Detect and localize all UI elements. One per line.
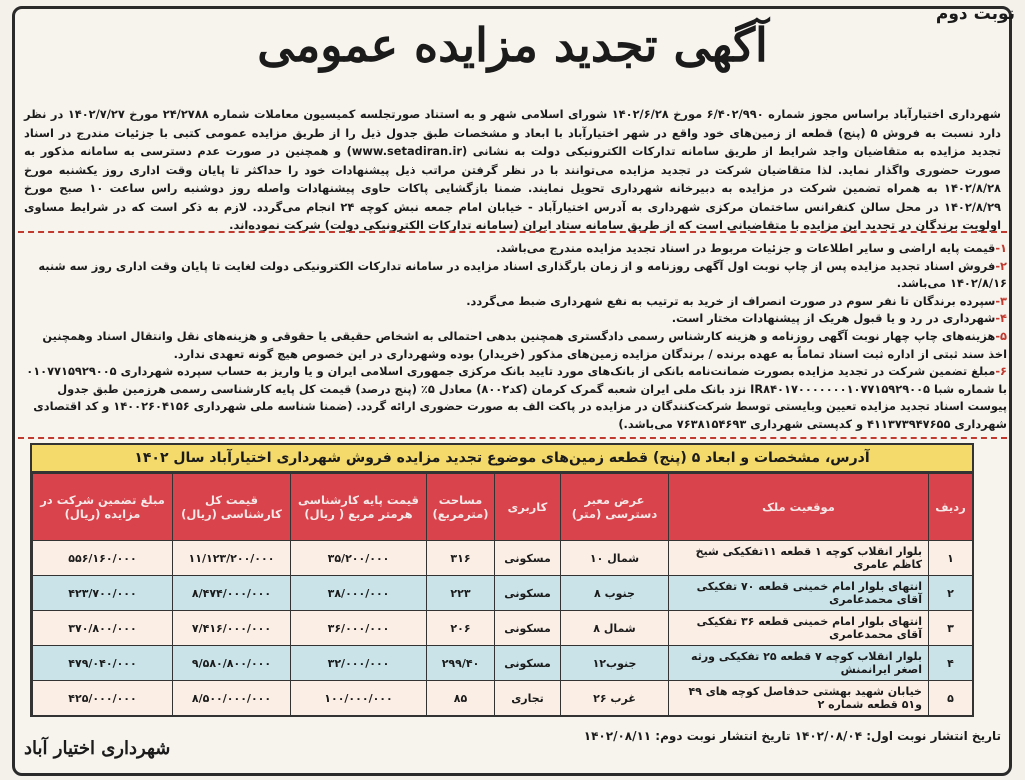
- term-item: [24, 310, 1007, 328]
- column-header: قیمت پایه کارشناسی هرمتر مربع ( ریال): [291, 474, 427, 541]
- term-text: هزینه‌های چاپ چهار نوبت آگهی روزنامه و هزینه کارشناس رسمی دادگستری همچنین بدهی احتمالی به اشخاص حقیقی یا حقوقی و هزینه‌های نقل وانتقال اسناد وهمچنین اخذ سند ثبتی از اداره ثبت اسناد تماماً به عهده برنده / برندگان مزایده زمین‌های مذکور (خریدار) بوده وشهرداری در این خصوص هیچ گونه تعهدی ندارد.: [42, 328, 1007, 361]
- column-header: ردیف: [929, 474, 973, 541]
- access-width: غرب ۲۶: [561, 681, 669, 716]
- term-text: قیمت پایه اراضی و سایر اطلاعات و جزئیات مربوط در اسناد تجدید مزایده مندرج می‌باشد.: [496, 241, 996, 255]
- column-header: کاربری: [495, 474, 561, 541]
- property-location: بلوار انقلاب کوچه ۱ قطعه ۱۱تفکیکی شیخ کاظم عامری: [669, 541, 929, 576]
- column-header: عرض معبر دسترسی (متر): [561, 474, 669, 541]
- term-text: مبلغ تضمین شرکت در تجدید مزایده بصورت ضمانت‌نامه بانکی از بانک‌های مورد تایید بانک مرکزی جمهوری اسلامی ایران و یا واریز به حساب سپرده شهرداری ۰۱۰۷۷۱۵۹۲۹۰۰۵ با شماره شبا IR۸۴۰۱۷۰۰۰۰۰۰۰۱۰۷۷۱۵۹۲۹۰۰۵ نزد بانک ملی ایران شعبه گمرک کرمان (کد۸۰۰۲) معادل ۵٪ (پنج درصد) قیمت کل پایه کارشناسی رسمی هرزمین طبق جدول پیوست اسناد تجدید مزایده تعیین وبایستی توسط شرکت‌کنندگان در مزایده در پاکت الف به صورت حضوری ارائه گردد. (ضمنا شناسه ملی شهرداری ۱۴۰۰۲۶۰۴۱۵۶ و کد اقتصادی شهرداری ۴۱۱۳۷۳۹۴۷۶۵۵ و کدپستی شهرداری ۷۶۳۸۱۵۴۶۹۳ می‌باشد.): [26, 364, 1007, 431]
- property-location: انتهای بلوار امام خمینی قطعه ۷۰ تفکیکی آقای محمدعامری: [669, 576, 929, 611]
- access-width: جنوب ۸: [561, 576, 669, 611]
- unit-price: ۳۸/۰۰۰/۰۰۰: [291, 576, 427, 611]
- row-number: ۵: [929, 681, 973, 716]
- publication-dates: تاریخ انتشار نوبت اول: ۱۴۰۲/۰۸/۰۴ تاریخ انتشار نوبت دوم: ۱۴۰۲/۰۸/۱۱: [583, 729, 1001, 743]
- terms-list: [24, 240, 1007, 434]
- land-use: مسکونی: [495, 611, 561, 646]
- unit-price: ۳۲/۰۰۰/۰۰۰: [291, 646, 427, 681]
- total-price: ۷/۴۱۶/۰۰۰/۰۰۰: [173, 611, 291, 646]
- access-width: شمال ۸: [561, 611, 669, 646]
- deposit-amount: ۴۷۹/۰۴۰/۰۰۰: [33, 646, 173, 681]
- term-number: ۶-: [995, 364, 1007, 379]
- term-number: ۵-: [995, 328, 1007, 343]
- unit-price: ۳۶/۰۰۰/۰۰۰: [291, 611, 427, 646]
- term-number: ۳-: [995, 293, 1007, 308]
- property-location: بلوار انقلاب کوچه ۷ قطعه ۲۵ تفکیکی ورثه اصغر ایرانمنش: [669, 646, 929, 681]
- table-row: [33, 541, 973, 576]
- divider: [18, 231, 1007, 233]
- term-item: [24, 240, 1007, 258]
- edition-label: نوبت دوم: [935, 4, 1015, 24]
- column-header: مبلغ تضمین شرکت در مزایده (ریال): [33, 474, 173, 541]
- column-header: موقعیت ملک: [669, 474, 929, 541]
- row-number: ۲: [929, 576, 973, 611]
- row-number: ۴: [929, 646, 973, 681]
- deposit-amount: ۳۷۰/۸۰۰/۰۰۰: [33, 611, 173, 646]
- table-row: [33, 681, 973, 716]
- term-item: [24, 293, 1007, 311]
- area: ۲۹۹/۴۰: [427, 646, 495, 681]
- term-number: ۲-: [995, 258, 1007, 273]
- column-header: مساحت (مترمربع): [427, 474, 495, 541]
- table-row: [33, 576, 973, 611]
- land-use: مسکونی: [495, 541, 561, 576]
- term-item: [24, 363, 1007, 433]
- intro-paragraph: شهرداری اختیارآباد براساس مجوز شماره ۶/۴۰۲/۹۹۰ مورخ ۱۴۰۲/۶/۲۸ شورای اسلامی شهر و به استناد صورتجلسه کمیسیون معاملات شماره ۲۴/۲۷۸۸ مورخ ۱۴۰۲/۷/۲۷ در نظر دارد نسبت به فروش ۵ (پنج) قطعه از زمین‌های خود واقع در شهر اختیارآباد با ابعاد و مشخصات طبق جدول ذیل را از طریق مزایده عمومی کتبی با جزئیات مندرج در اسناد تجدید مزایده به متقاضیان واجد شرایط از طریق سامانه تدارکات الکترونیکی دولت به نشانی (www.setadiran.ir) و همچنین در صورت عدم دسترسی به سامانه مذکور به صورت حضوری واگذار نماید. لذا متقاضیان شرکت در تجدید مزایده می‌توانند با در نظر گرفتن مراتب ذیل پیشنهادات خود را حداکثر تا پایان وقت اداری روز یکشنبه مورخ ۱۴۰۲/۸/۲۸ به همراه تضمین شرکت در مزایده به دبیرخانه شهرداری تحویل نمایند. ضمنا بازگشایی پاکات حاوی پیشنهادات واصله روز دوشنبه راس ساعت ۱۰ صبح مورخ ۱۴۰۲/۸/۲۹ در محل سالن کنفرانس ساختمان مرکزی شهرداری به آدرس اختیارآباد - خیابان امام جمعه نبش کوچه ۲۴ انجام می‌گردد. لازم به ذکر است که در شرایط مساوی اولویت برندگان در تجدید این مزایده با متقاضیانی است که از طریق سامانه ستاد ایران (سامانه تدارکات الکترونیکی دولت) شرکت نموده‌اند.: [24, 107, 1002, 232]
- unit-price: ۳۵/۲۰۰/۰۰۰: [291, 541, 427, 576]
- table-row: [33, 646, 973, 681]
- total-price: ۹/۵۸۰/۸۰۰/۰۰۰: [173, 646, 291, 681]
- term-text: سپرده برندگان تا نفر سوم در صورت انصراف از خرید به ترتیب به نفع شهرداری ضبط می‌گردد.: [466, 293, 996, 308]
- properties-grid: [32, 473, 973, 716]
- term-item: [24, 258, 1007, 293]
- area: ۳۱۶: [427, 541, 495, 576]
- property-location: خیابان شهید بهشتی حدفاصل کوچه های ۴۹ و۵۱ قطعه شماره ۲: [669, 681, 929, 716]
- table-row: [33, 611, 973, 646]
- access-width: شمال ۱۰: [561, 541, 669, 576]
- table-title: آدرس، مشخصات و ابعاد ۵ (پنج) قطعه زمین‌های موضوع تجدید مزایده فروش شهرداری اختیارآباد سال ۱۴۰۲: [32, 445, 972, 473]
- land-use: مسکونی: [495, 576, 561, 611]
- area: ۲۰۶: [427, 611, 495, 646]
- column-header: قیمت کل کارشناسی (ریال): [173, 474, 291, 541]
- area: ۸۵: [427, 681, 495, 716]
- total-price: ۸/۴۷۴/۰۰۰/۰۰۰: [173, 576, 291, 611]
- area: ۲۲۳: [427, 576, 495, 611]
- land-use: تجاری: [495, 681, 561, 716]
- term-number: ۱-: [995, 241, 1007, 255]
- notice-title: آگهی تجدید مزایده عمومی: [257, 18, 768, 72]
- properties-table: [30, 443, 974, 717]
- deposit-amount: ۵۵۶/۱۶۰/۰۰۰: [33, 541, 173, 576]
- deposit-amount: ۴۲۳/۷۰۰/۰۰۰: [33, 576, 173, 611]
- deposit-amount: ۴۲۵/۰۰۰/۰۰۰: [33, 681, 173, 716]
- total-price: ۱۱/۱۲۳/۲۰۰/۰۰۰: [173, 541, 291, 576]
- signature: شهرداری اختیار آباد: [24, 738, 171, 759]
- row-number: ۳: [929, 611, 973, 646]
- term-text: شهرداری در رد و یا قبول هریک از پیشنهادات مختار است.: [671, 311, 996, 326]
- total-price: ۸/۵۰۰/۰۰۰/۰۰۰: [173, 681, 291, 716]
- term-text: فروش اسناد تجدید مزایده پس از چاپ نوبت اول آگهی روزنامه و از زمان بارگذاری اسناد مزایده در سامانه تدارکات الکترونیکی دولت لغایت تا پایان وقت اداری روز سه شنبه ۱۴۰۲/۸/۱۶ می‌باشد.: [38, 258, 1007, 291]
- row-number: ۱: [929, 541, 973, 576]
- term-item: [24, 328, 1007, 363]
- access-width: جنوب۱۲: [561, 646, 669, 681]
- table-header-row: [33, 474, 973, 541]
- land-use: مسکونی: [495, 646, 561, 681]
- unit-price: ۱۰۰/۰۰۰/۰۰۰: [291, 681, 427, 716]
- property-location: انتهای بلوار امام خمینی قطعه ۳۶ تفکیکی آقای محمدعامری: [669, 611, 929, 646]
- term-number: ۴-: [995, 311, 1007, 326]
- divider: [18, 437, 1007, 439]
